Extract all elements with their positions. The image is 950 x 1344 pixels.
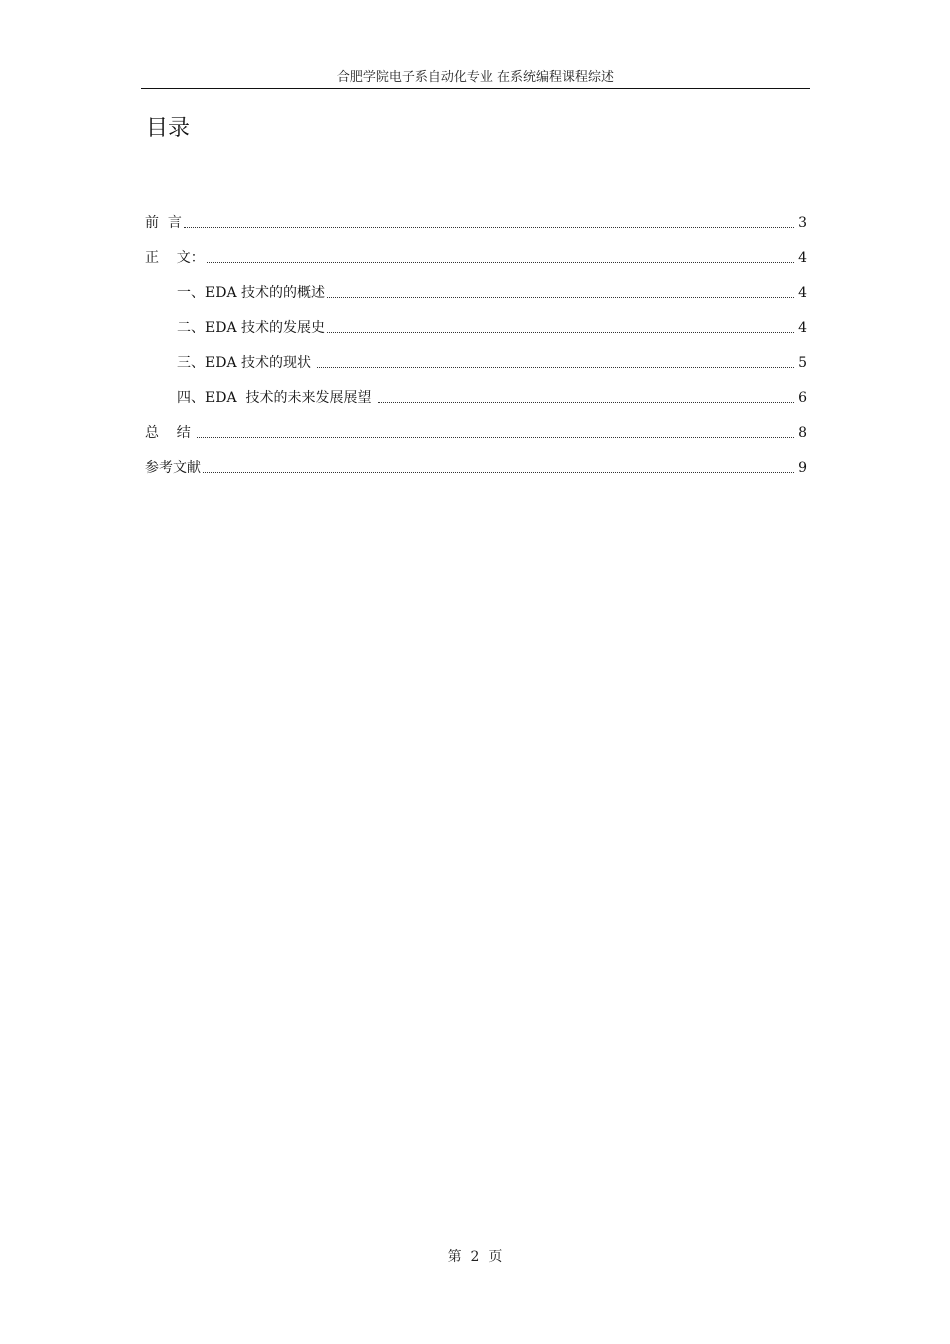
dot-leader [203,472,794,473]
toc-entry-label: 正 文： [145,250,205,266]
toc-entry-summary[interactable] [145,408,807,443]
toc-entry-label: 三、EDA 技术的现状 [177,355,316,371]
toc-entry-preface[interactable] [145,198,807,233]
toc-entry-eda-status[interactable] [145,338,807,373]
toc-entry-page-number: 3 [798,215,807,231]
toc-entry-label: 二、EDA 技术的发展史 [177,320,326,336]
toc-title: 目录 [146,116,191,141]
toc-entry-label: 总 结 [145,425,196,441]
dot-leader [197,437,794,438]
toc-entry-main-text[interactable] [145,233,807,268]
dot-leader [327,332,794,333]
dot-leader [327,297,794,298]
toc-entry-page-number: 4 [798,320,807,336]
dot-leader [378,402,794,403]
toc-entry-label: 前 言 [145,215,182,231]
toc-entry-eda-history[interactable] [145,303,807,338]
toc-entry-page-number: 6 [798,390,807,406]
toc-entry-eda-future[interactable] [145,373,807,408]
dot-leader [317,367,794,368]
toc-entry-page-number: 4 [798,285,807,301]
toc-entry-page-number: 9 [798,460,807,476]
toc-entry-label: 四、EDA 技术的未来发展展望 [177,390,376,406]
dot-leader [207,262,794,263]
page-number-footer: 第 2 页 [447,1249,503,1265]
dot-leader [184,227,794,228]
toc-entry-label: 一、EDA 技术的的概述 [177,285,326,301]
toc-entry-references[interactable] [145,443,807,478]
toc-entry-label: 参考文献 [145,460,201,476]
page-header: 合肥学院电子系自动化专业 在系统编程课程综述 [141,70,810,89]
toc-entry-eda-overview[interactable] [145,268,807,303]
toc-entry-page-number: 4 [798,250,807,266]
toc-entry-page-number: 8 [798,425,807,441]
table-of-contents [145,198,807,478]
toc-entry-page-number: 5 [798,355,807,371]
